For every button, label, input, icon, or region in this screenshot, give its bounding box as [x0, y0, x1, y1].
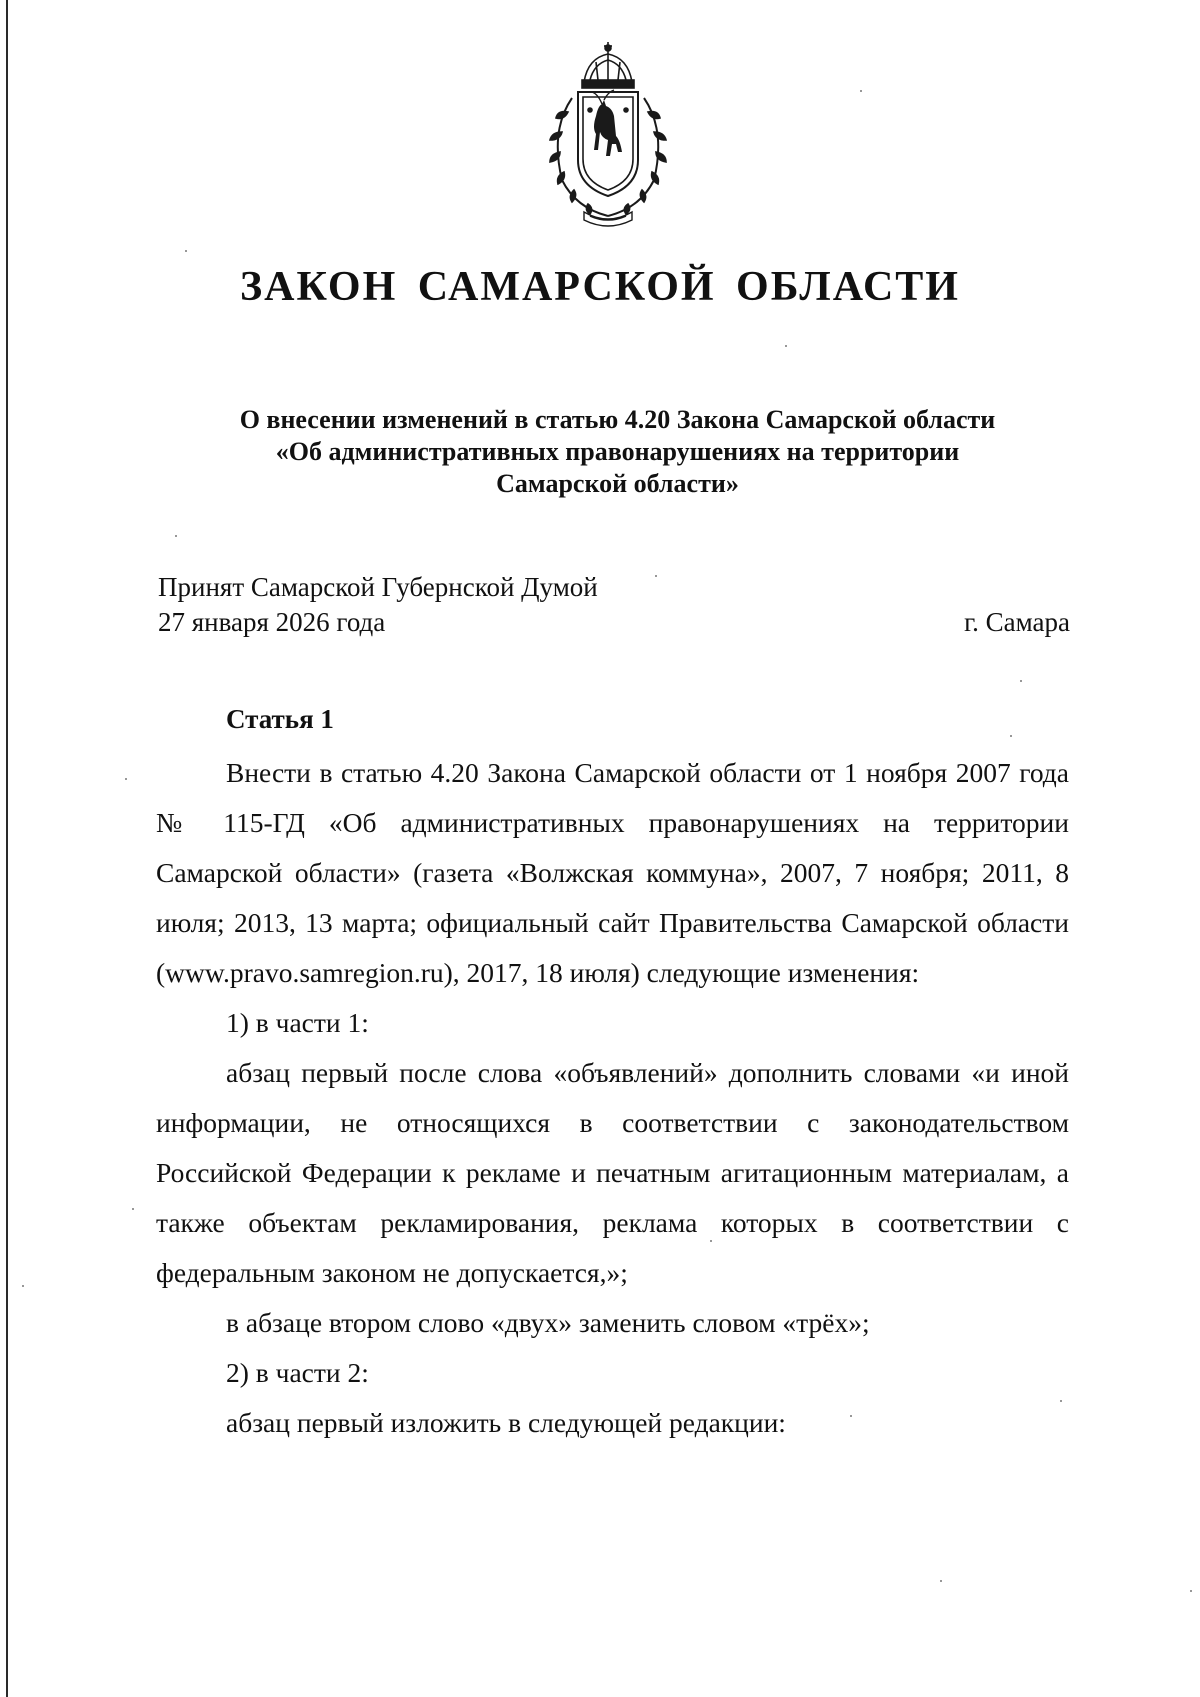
scan-speck	[132, 1208, 134, 1210]
article-body	[156, 748, 1069, 1448]
scan-speck	[175, 535, 177, 537]
scan-speck	[185, 250, 187, 252]
adoption-city: г. Самара	[964, 607, 1070, 637]
scan-speck	[1190, 1590, 1192, 1592]
article-paragraph: абзац первый после слова «объявлений» дополнить словами «и иной информации, не относящихся в соответствии с законодательством Российской Федерации к рекламе и печатным агитационным материалам, а также объектам рекламирования, реклама которых в соответствии с федеральным законом не допускается,»;	[156, 1057, 1069, 1288]
scan-speck	[860, 90, 862, 92]
subtitle-line: О внесении изменений в статью 4.20 Закона Самарской области	[239, 405, 996, 434]
scan-speck	[22, 1285, 24, 1287]
law-subtitle	[150, 404, 1085, 500]
subtitle-line: «Об административных правонарушениях на территории	[275, 437, 960, 466]
adopted-by: Принят Самарской Губернской Думой	[158, 572, 598, 602]
article-paragraph: абзац первый изложить в следующей редакции:	[226, 1407, 786, 1438]
adoption-date: 27 января 2026 года	[158, 607, 386, 637]
article-paragraph: Внести в статью 4.20 Закона Самарской области от 1 ноября 2007 года № 115-ГД «Об административных правонарушениях на территории Самарской области» (газета «Волжская коммуна», 2007, 7 ноября; 2011, 8 июля; 2013, 13 марта; официальный сайт Правительства Самарской области (www.pravo.samregion.ru), 2017, 18 июля) следующие изменения:	[156, 757, 1069, 988]
scan-speck	[785, 345, 787, 347]
article-paragraph: 2) в части 2:	[226, 1357, 369, 1388]
samara-coat-of-arms-icon	[532, 40, 684, 230]
scan-speck	[1010, 735, 1012, 737]
scan-edge-line	[6, 0, 8, 1697]
scan-speck	[125, 778, 127, 780]
law-title: ЗАКОН САМАРСКОЙ ОБЛАСТИ	[240, 264, 960, 310]
subtitle-line: Самарской области»	[496, 469, 739, 498]
scan-speck	[940, 1580, 942, 1582]
article-heading: Статья 1	[226, 704, 334, 734]
article-paragraph: 1) в части 1:	[226, 1007, 369, 1038]
article-paragraph: в абзаце втором слово «двух» заменить словом «трёх»;	[226, 1307, 870, 1338]
scan-speck	[655, 575, 657, 577]
scan-speck	[1020, 680, 1022, 682]
